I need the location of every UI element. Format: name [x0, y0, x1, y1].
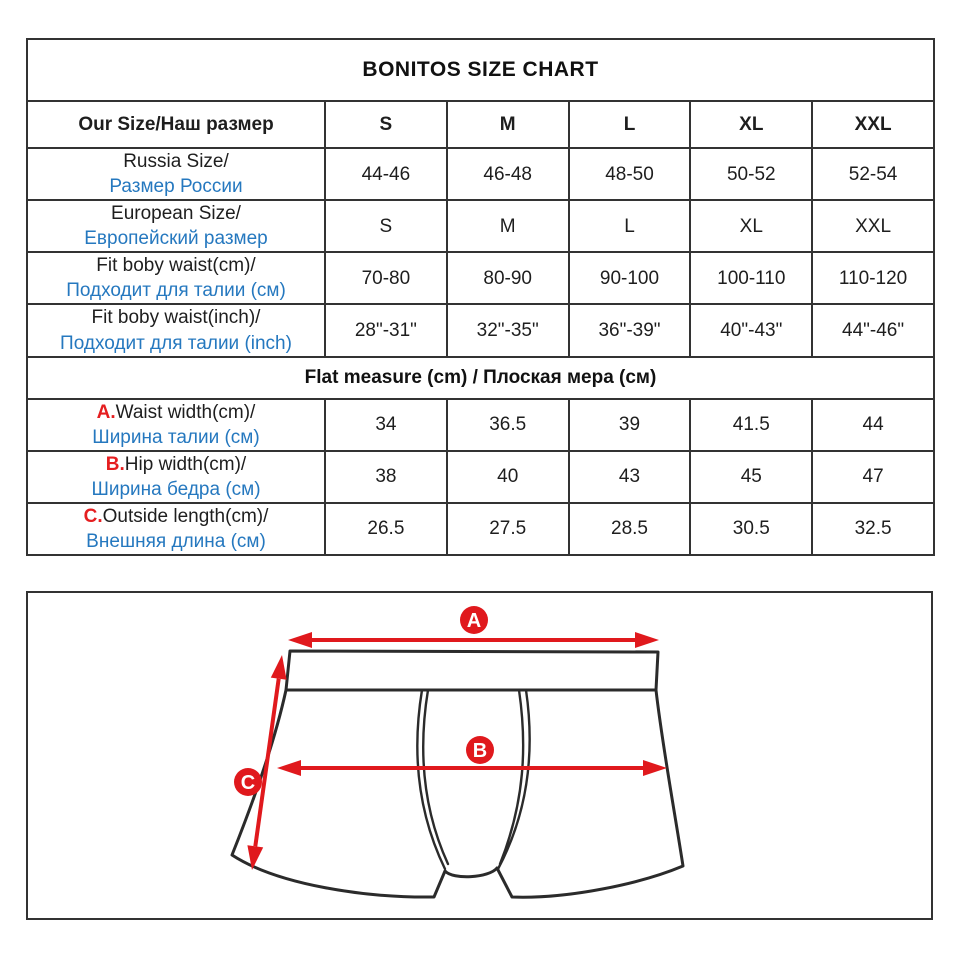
row-label-ru: Ширина талии (см) — [92, 426, 260, 448]
row-label-cell — [27, 304, 325, 356]
row-waist-width — [27, 399, 934, 451]
arrow-b — [277, 760, 667, 776]
value-cell: 48-50 — [569, 148, 691, 200]
row-russia-size — [27, 148, 934, 200]
row-label-cell — [27, 148, 325, 200]
value-cell: 26.5 — [325, 503, 447, 555]
page-title: BONITOS SIZE CHART — [362, 58, 599, 82]
waistband — [286, 651, 658, 690]
arrow-c — [247, 655, 286, 870]
value-cell: 47 — [812, 451, 934, 503]
value-cell: 50-52 — [690, 148, 812, 200]
value-cell: 40"-43" — [690, 304, 812, 356]
row-fit-waist-cm — [27, 252, 934, 304]
row-label-en: Waist width(cm)/ — [115, 401, 256, 423]
value-cell: 28.5 — [569, 503, 691, 555]
row-label-en: Outside length(cm)/ — [102, 505, 269, 527]
value-cell: 38 — [325, 451, 447, 503]
arrowhead-right-icon — [635, 632, 659, 648]
value-cell: 100-110 — [690, 252, 812, 304]
value-cell: 30.5 — [690, 503, 812, 555]
row-label-ru: Подходит для талии (см) — [66, 280, 286, 302]
size-header-s: S — [325, 101, 447, 148]
value-cell: 27.5 — [447, 503, 569, 555]
row-label-ru: Подходит для талии (inch) — [60, 332, 292, 354]
section-header-row — [27, 357, 934, 399]
row-label-ru: Ширина бедра (см) — [91, 478, 261, 500]
value-cell: 40 — [447, 451, 569, 503]
measure-prefix-c: C. — [83, 505, 103, 527]
row-hip-width — [27, 451, 934, 503]
value-cell: 32"-35" — [447, 304, 569, 356]
row-european-size — [27, 200, 934, 252]
row-outside-length — [27, 503, 934, 555]
value-cell: S — [325, 200, 447, 252]
arrowhead-right-icon — [643, 760, 667, 776]
header-row — [27, 101, 934, 148]
value-cell: 44 — [812, 399, 934, 451]
header-our-size-cell: Our Size/Наш размер — [27, 101, 325, 148]
label-a-text: A — [466, 610, 482, 632]
row-label-en: Fit boby waist(cm)/ — [96, 255, 256, 277]
value-cell: 44-46 — [325, 148, 447, 200]
size-chart-table — [26, 38, 935, 556]
value-cell: M — [447, 200, 569, 252]
measurement-diagram — [26, 591, 933, 920]
value-cell: 110-120 — [812, 252, 934, 304]
value-cell: 80-90 — [447, 252, 569, 304]
body-outline — [232, 690, 683, 897]
row-label-cell — [27, 503, 325, 555]
value-cell: 34 — [325, 399, 447, 451]
pouch-seams — [417, 690, 529, 869]
arrowhead-up-icon — [271, 655, 287, 680]
value-cell: 39 — [569, 399, 691, 451]
value-cell: XL — [690, 200, 812, 252]
value-cell: 28"-31" — [325, 304, 447, 356]
row-label-ru: Европейский размер — [84, 228, 268, 250]
value-cell: 32.5 — [812, 503, 934, 555]
flat-measure-heading: Flat measure (cm) / Плоская мера (см) — [304, 367, 657, 389]
measure-prefix-a: A. — [96, 401, 116, 423]
value-cell: 36.5 — [447, 399, 569, 451]
value-cell: 44"-46" — [812, 304, 934, 356]
row-label-en: European Size/ — [111, 203, 241, 225]
value-cell: 43 — [569, 451, 691, 503]
size-header-m: M — [447, 101, 569, 148]
arrowhead-left-icon — [288, 632, 312, 648]
measure-prefix-b: B. — [105, 453, 125, 475]
value-cell: 70-80 — [325, 252, 447, 304]
size-header-l: L — [569, 101, 691, 148]
row-label-cell — [27, 451, 325, 503]
label-b-text: B — [472, 740, 488, 762]
label-c-text: C — [240, 772, 256, 794]
arrow-a — [288, 632, 659, 648]
boxer-briefs-drawing — [28, 593, 931, 918]
arrowhead-left-icon — [277, 760, 301, 776]
row-label-cell — [27, 399, 325, 451]
row-label-cell — [27, 200, 325, 252]
size-header-xxl: XXL — [812, 101, 934, 148]
value-cell: 90-100 — [569, 252, 691, 304]
title-row — [27, 39, 934, 101]
value-cell: 45 — [690, 451, 812, 503]
value-cell: L — [569, 200, 691, 252]
row-label-en: Hip width(cm)/ — [124, 453, 247, 475]
value-cell: XXL — [812, 200, 934, 252]
row-label-en: Fit boby waist(inch)/ — [91, 307, 261, 329]
row-fit-waist-inch — [27, 304, 934, 356]
size-header-xl: XL — [690, 101, 812, 148]
row-label-ru: Внешняя длина (см) — [86, 531, 266, 553]
value-cell: 52-54 — [812, 148, 934, 200]
value-cell: 41.5 — [690, 399, 812, 451]
row-label-ru: Размер России — [109, 176, 243, 198]
value-cell: 46-48 — [447, 148, 569, 200]
value-cell: 36"-39" — [569, 304, 691, 356]
row-label-en: Russia Size/ — [123, 151, 229, 172]
row-label-cell — [27, 252, 325, 304]
